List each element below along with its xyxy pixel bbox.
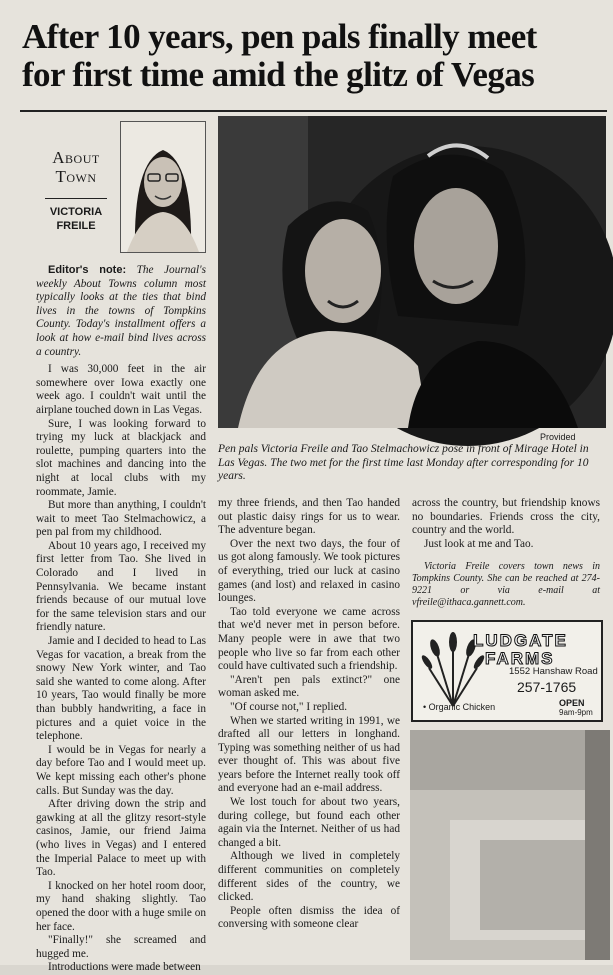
paragraph: Tao told everyone we came across that we'd never met in person before. Many people were in awe that two people who live so far from each other could have cultivated such a friendship. bbox=[218, 605, 400, 673]
column-3 bbox=[412, 497, 600, 609]
column-name-rule bbox=[45, 198, 107, 199]
paragraph: Sure, I was looking forward to trying my luck at blackjack and roulette, pumping quarters into the slot machines and dancing into the night at local clubs with my roommate, Jamie. bbox=[36, 417, 206, 498]
editors-note bbox=[36, 264, 206, 359]
paragraph: my three friends, and then Tao handed out plastic daisy rings for us to wear. The adventure began. bbox=[218, 497, 400, 537]
byline-line-2: FREILE bbox=[56, 220, 96, 232]
paragraph: I knocked on her hotel room door, my hand shaking slightly. Tao opened the door with a huge smile on her face. bbox=[36, 879, 206, 933]
pen-pals-photo bbox=[218, 116, 606, 428]
paragraph: across the country, but friendship knows no boundaries. Friends cross the city, country and the world. bbox=[412, 497, 600, 537]
adjacent-ad-image bbox=[410, 730, 610, 960]
paragraph: "Finally!" she screamed and hugged me. bbox=[36, 934, 206, 960]
paragraph: Jamie and I decided to head to Las Vegas for vacation, a break from the snowy New York winter, and Tao said she wanted to come along. After 10 years, Tao would finally be more than bubbly handwriting, a face in pictures and a quiet voice in the telephone. bbox=[36, 635, 206, 743]
paragraph: When we started writing in 1991, we drafted all our letters in longhand. Typing was something neither of us had ever thought of. This was about five years before the Internet really took off and everyone had an e-mail address. bbox=[218, 714, 400, 795]
photo-credit: Provided bbox=[540, 432, 576, 442]
ad-farm-name-line-1: LUDGATE bbox=[473, 631, 568, 650]
paragraph: Although we lived in completely different communities on completely different sides of the country, we clicked. bbox=[218, 850, 400, 904]
ad-address: 1552 Hanshaw Road bbox=[509, 666, 598, 677]
column-name-line-1: About bbox=[52, 148, 100, 167]
headline bbox=[22, 18, 602, 94]
paragraph: About 10 years ago, I received my first letter from Tao. She lived in Colorado and I lived in Pennsylvania. We became instant friends because of our mutual love for the same television stars and our friendly nature. bbox=[36, 539, 206, 634]
editors-note-label: Editor's note: bbox=[48, 264, 127, 276]
ad-phone: 257-1765 bbox=[517, 679, 577, 695]
column-name-line-2: Town bbox=[55, 167, 97, 186]
paragraph: People often dismiss the idea of conversing with someone clear bbox=[218, 904, 400, 931]
adjacent-ad-graphic bbox=[410, 730, 610, 960]
ad-item: • Organic Chicken bbox=[423, 702, 496, 712]
column-name bbox=[40, 148, 112, 186]
ad-open-label: OPEN bbox=[559, 698, 585, 708]
paragraph: "Aren't pen pals extinct?" one woman asked me. bbox=[218, 673, 400, 700]
column-2 bbox=[218, 497, 400, 932]
paragraph: I was 30,000 feet in the air somewhere over Iowa exactly one week ago. I couldn't wait until the airplane touched down in Las Vegas. bbox=[36, 363, 206, 416]
paragraph: After driving down the strip and gawking at all the glitzy resort-style casinos, Jamie, our friend Jaima (who lives in Vegas) and I entered the Imperial Palace to meet up with Tao. bbox=[36, 798, 206, 879]
headline-rule bbox=[20, 110, 607, 112]
photo-caption: Pen pals Victoria Freile and Tao Stelmachowicz pose in front of Mirage Hotel in Las Vegas. The two met for the first time last Monday after corresponding for 10 years. bbox=[218, 443, 589, 482]
paragraph: Just look at me and Tao. bbox=[424, 537, 534, 550]
ad-farm-name bbox=[473, 632, 568, 668]
paragraph: I would be in Vegas for nearly a day before Tao and I would meet up. We kept missing each other's phone calls. But Sunday was the day. bbox=[36, 743, 206, 797]
main-photo bbox=[218, 116, 606, 428]
paragraph: Over the next two days, the four of us got along famously. We took pictures of everything, tried our luck at casino games (and lost) and relaxed in casino lounges. bbox=[218, 537, 400, 605]
editors-note-text: The Journal's weekly About Towns column most typically looks at the ties that bind lives in the towns of Tompkins County. Today's installment offers a look at how e-mail bind lives across a country. bbox=[36, 264, 206, 358]
ad-farm-name-line-2: FARMS bbox=[485, 649, 555, 668]
headline-line-2: for first time amid the glitz of Vegas bbox=[22, 55, 535, 94]
paragraph: Introductions were made between bbox=[48, 961, 201, 974]
author-headshot-image bbox=[121, 122, 205, 252]
paragraph: "Of course not," I replied. bbox=[230, 700, 348, 713]
paragraph: We lost touch for about two years, during college, but found each other again via the Internet. Neither of us had changed a bit. bbox=[218, 796, 400, 849]
headline-line-1: After 10 years, pen pals finally meet bbox=[22, 17, 537, 56]
ad-hours: 9am-9pm bbox=[559, 708, 593, 717]
byline bbox=[40, 205, 112, 233]
column-1 bbox=[36, 264, 206, 975]
author-headshot bbox=[120, 121, 206, 253]
byline-line-1: VICTORIA bbox=[49, 206, 103, 218]
paragraph: But more than anything, I couldn't wait to meet Tao Stelmachowicz, a pen pal from my childhood. bbox=[36, 499, 206, 539]
ludgate-farms-ad bbox=[411, 620, 603, 722]
author-contact: Victoria Freile covers town news in Tompkins County. She can be reached at 274-9221 or via e-mail at vfreile@ithaca.gannett.com. bbox=[412, 561, 600, 609]
